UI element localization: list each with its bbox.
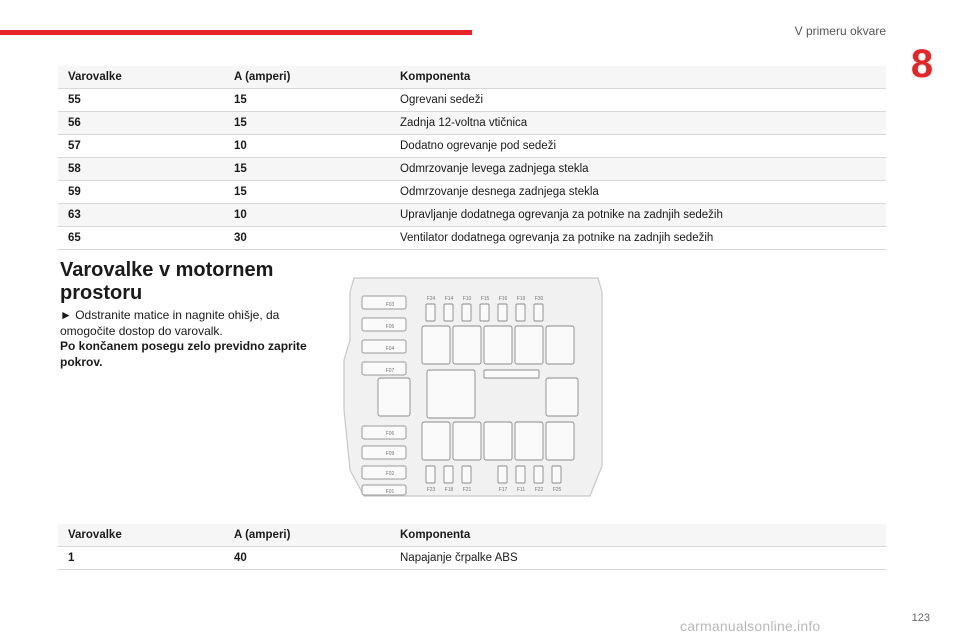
blade-fuse	[534, 466, 543, 483]
cell-amps: 10	[224, 204, 390, 227]
top-accent-bar	[0, 30, 472, 35]
relay-block	[453, 326, 481, 364]
upper-relay-row	[422, 326, 574, 364]
watermark: carmanualsonline.info	[680, 618, 821, 634]
blade-fuse	[462, 466, 471, 483]
blade-fuse	[426, 304, 435, 321]
relay-block	[515, 422, 543, 460]
cell-amps: 15	[224, 158, 390, 181]
instruction-step: ► Odstranite matice in nagnite ohišje, da omogočite dostop do varovalk.	[60, 308, 280, 338]
cell-fuse: 55	[58, 89, 224, 112]
relay-block	[484, 326, 512, 364]
fuse-table-1	[58, 66, 886, 250]
cell-component: Ventilator dodatnega ogrevanja za potnike na zadnjih sedežih	[390, 227, 886, 250]
cell-amps: 15	[224, 89, 390, 112]
blade-fuse	[444, 304, 453, 321]
fuse-label: F16	[498, 296, 508, 302]
column-header-component: Komponenta	[390, 66, 886, 89]
relay-label: F05	[385, 324, 395, 330]
relay-slot	[362, 362, 406, 375]
relay-slot	[362, 340, 406, 353]
relay-block	[484, 422, 512, 460]
relay-label: F03	[385, 302, 395, 308]
blade-fuse	[444, 466, 453, 483]
cell-component: Upravljanje dodatnega ogrevanja za potnike na zadnjih sedežih	[390, 204, 886, 227]
cell-fuse: 1	[58, 547, 224, 570]
cell-amps: 30	[224, 227, 390, 250]
table-header-row	[58, 524, 886, 547]
blade-fuse	[534, 304, 543, 321]
fuse-label: F25	[552, 487, 562, 493]
fuse-label: F24	[426, 296, 436, 302]
blade-fuse	[498, 304, 507, 321]
relay-label: F07	[385, 368, 395, 374]
relay-label: F02	[385, 471, 395, 477]
column-header-fuse: Varovalke	[58, 524, 224, 547]
relay-block	[515, 326, 543, 364]
section-title: Varovalke v motornem prostoru	[60, 259, 274, 304]
relay-slot	[362, 466, 406, 479]
fuse-label: F14	[444, 296, 454, 302]
relay-block	[546, 422, 574, 460]
column-header-amps: A (amperi)	[224, 524, 390, 547]
fuse-label: F19	[516, 296, 526, 302]
cell-fuse: 63	[58, 204, 224, 227]
cell-amps: 40	[224, 547, 390, 570]
relay-slot	[362, 426, 406, 439]
blade-fuse	[552, 466, 561, 483]
blade-fuse	[480, 304, 489, 321]
cell-component: Dodatno ogrevanje pod sedeži	[390, 135, 886, 158]
blade-fuse	[498, 466, 507, 483]
table-header-row	[58, 66, 886, 89]
fuse-label: F18	[444, 487, 454, 493]
column-header-fuse: Varovalke	[58, 66, 224, 89]
cell-amps: 10	[224, 135, 390, 158]
table-row	[58, 112, 886, 135]
connector-slot	[484, 370, 539, 378]
maxi-fuse-block	[427, 370, 475, 418]
instruction-text	[60, 308, 322, 370]
cell-fuse: 65	[58, 227, 224, 250]
table-row	[58, 135, 886, 158]
fuse-label: F17	[498, 487, 508, 493]
column-header-amps: A (amperi)	[224, 66, 390, 89]
fuse-label: F22	[534, 487, 544, 493]
cell-component: Odmrzovanje levega zadnjega stekla	[390, 158, 886, 181]
instruction-warning: Po končanem posegu zelo previdno zaprite pokrov.	[60, 339, 307, 369]
column-header-component: Komponenta	[390, 524, 886, 547]
table-row	[58, 547, 886, 570]
blade-fuse	[426, 466, 435, 483]
relay-label: F06	[385, 431, 395, 437]
cell-fuse: 56	[58, 112, 224, 135]
cell-component: Zadnja 12-voltna vtičnica	[390, 112, 886, 135]
fuse-box-diagram	[340, 270, 610, 502]
cell-fuse: 58	[58, 158, 224, 181]
relay-block	[422, 326, 450, 364]
relay-slot	[362, 446, 406, 459]
table-row	[58, 89, 886, 112]
page-header-title: V primeru okvare	[794, 24, 886, 38]
page-number: 123	[911, 612, 930, 624]
relay-block	[546, 326, 574, 364]
table-row	[58, 204, 886, 227]
relay-label: F09	[385, 451, 395, 457]
relay-slot	[362, 318, 406, 331]
table-row	[58, 181, 886, 204]
fuse-table-2	[58, 524, 886, 570]
lower-relay-row	[422, 422, 574, 460]
side-relay	[546, 378, 578, 416]
relay-slot	[362, 296, 406, 309]
fuse-label: F30	[534, 296, 544, 302]
relay-label: F01	[385, 489, 395, 495]
cell-component: Ogrevani sedeži	[390, 89, 886, 112]
relay-block	[422, 422, 450, 460]
cell-amps: 15	[224, 181, 390, 204]
blade-fuse	[516, 466, 525, 483]
relay-block	[453, 422, 481, 460]
chapter-number: 8	[910, 42, 934, 86]
cell-fuse: 57	[58, 135, 224, 158]
blade-fuse	[462, 304, 471, 321]
table-row	[58, 227, 886, 250]
fuse-label: F11	[516, 487, 526, 493]
blade-fuse	[516, 304, 525, 321]
table-row	[58, 158, 886, 181]
relay-slot	[362, 485, 406, 495]
cell-component: Odmrzovanje desnega zadnjega stekla	[390, 181, 886, 204]
fuse-label: F15	[480, 296, 490, 302]
side-relay	[378, 378, 410, 416]
fuse-label: F21	[462, 487, 472, 493]
cell-amps: 15	[224, 112, 390, 135]
fuse-label: F10	[462, 296, 472, 302]
cell-component: Napajanje črpalke ABS	[390, 547, 886, 570]
fuse-label: F23	[426, 487, 436, 493]
cell-fuse: 59	[58, 181, 224, 204]
relay-label: F04	[385, 346, 395, 352]
